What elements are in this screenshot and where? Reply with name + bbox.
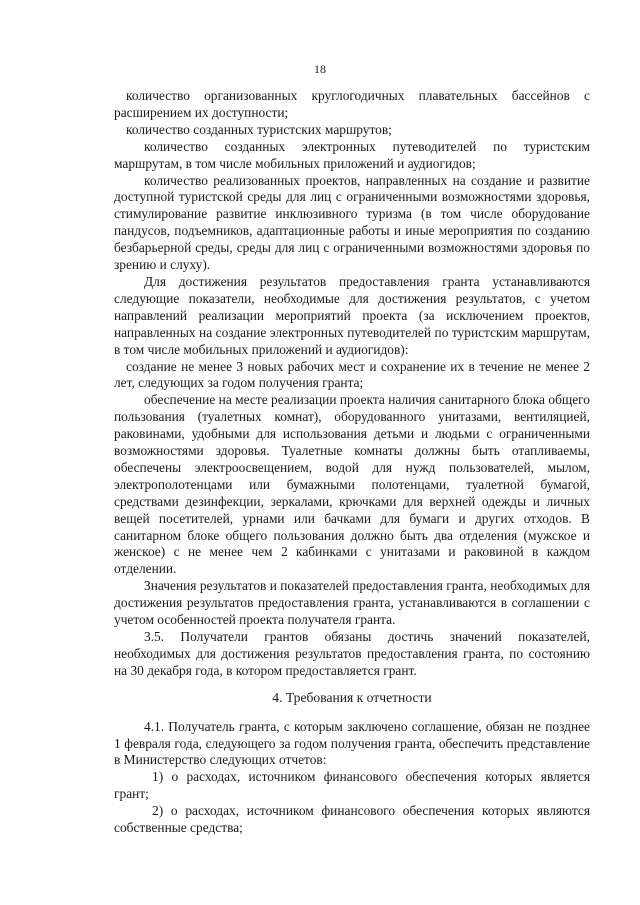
paragraph: количество организованных круглогодичных плавательных бассейнов с расширением их доступности;	[114, 88, 590, 120]
paragraph: обеспечение на месте реализации проекта наличия санитарного блока общего пользования (туалетных комнат), оборудованного унитазами, вентиляцией, раковинами, удобными для использования детьми и людьми с ограниченными возможностями здоровья. Туалетные комнаты должны быть отапливаемы, обеспечены электроосвещением, водой для нужд пользователей, мылом, электрополотенцами или бумажными полотенцами, туалетной бумагой, средствами дезинфекции, зеркалами, крючками для верхней одежды и личных вещей посетителей, урнами или бачками для бумаги и других отходов. В санитарном блоке общего пользования должно быть два отделения (мужское и женское) с не менее чем 2 кабинками с унитазами и раковиной в каждом отделении.	[114, 392, 590, 577]
paragraph: создание не менее 3 новых рабочих мест и сохранение их в течение не менее 2 лет, следующих за годом получения гранта;	[114, 358, 590, 391]
document-body	[114, 88, 590, 837]
paragraph: количество созданных электронных путеводителей по туристским маршрутам, в том числе мобильных приложений и аудиогидов;	[114, 138, 590, 171]
paragraph: количество созданных туристских маршрутов;	[126, 121, 392, 137]
paragraph: Для достижения результатов предоставления гранта устанавливаются следующие показатели, необходимые для достижения результатов, с учетом направлений реализации мероприятий проекта (за исключением проектов, направленных на создание электронных путеводителей по туристским маршрутам, в том числе мобильных приложений и аудиогидов):	[114, 273, 590, 357]
paragraph: 2) о расходах, источником финансового обеспечения которых являются собственные средства;	[114, 803, 590, 836]
section-heading: 4. Требования к отчетности	[272, 689, 432, 705]
paragraph: Значения результатов и показателей предоставления гранта, необходимых для достижения результатов предоставления гранта, устанавливаются в соглашении с учетом особенностей проекта получателя гранта.	[114, 578, 590, 628]
paragraph: количество реализованных проектов, направленных на создание и развитие доступной туристской среды для лиц с ограниченными возможностями здоровья, стимулирование развитие инклюзивного туризма (в том числе оборудование пандусов, подъемников, адаптационные работы и иные мероприятия по созданию безбарьерной среды, среды для лиц с ограниченными возможностями здоровья по зрению и слуху).	[114, 172, 590, 273]
paragraph: 3.5. Получатели грантов обязаны достичь значений показателей, необходимых для достижения результатов предоставления гранта, по состоянию на 30 декабря года, в котором предоставляется грант.	[114, 629, 590, 678]
paragraph: 1) о расходах, источником финансового обеспечения которых является грант;	[114, 769, 590, 802]
page-number: 18	[314, 62, 326, 76]
paragraph: 4.1. Получатель гранта, с которым заключено соглашение, обязан не позднее 1 февраля года, следующего за годом получения гранта, обеспечить представление в Министерство следующих отчетов:	[114, 718, 590, 768]
